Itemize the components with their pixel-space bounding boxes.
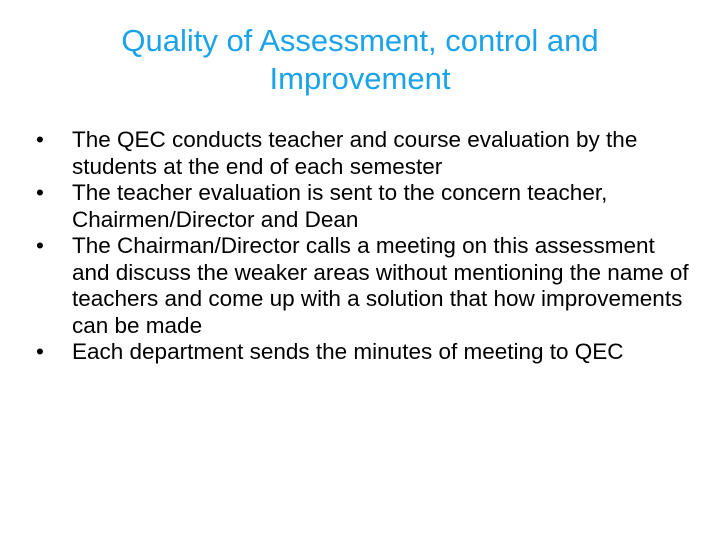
bullet-item-2: [30, 180, 690, 233]
bullet-list: [30, 127, 690, 366]
bullet-item-4: [30, 339, 690, 366]
slide-title-line-2: Improvement: [269, 61, 451, 96]
bullet-dot-icon: •: [36, 339, 44, 364]
bullet-text-4: Each department sends the minutes of meeting to QEC: [72, 339, 624, 364]
bullet-item-3: [30, 233, 690, 339]
bullet-dot-icon: •: [36, 127, 44, 152]
bullet-text-3: The Chairman/Director calls a meeting on this assessment and discuss the weaker areas without mentioning the name of teachers and come up with a solution that how improvements can be made: [72, 233, 689, 338]
slide-title-line-1: Quality of Assessment, control and: [121, 23, 599, 58]
bullet-dot-icon: •: [36, 180, 44, 205]
slide-title: [40, 22, 680, 98]
bullet-item-1: [30, 127, 690, 180]
bullet-dot-icon: •: [36, 233, 44, 258]
bullet-text-1: The QEC conducts teacher and course evaluation by the students at the end of each semester: [72, 127, 638, 179]
bullet-text-2: The teacher evaluation is sent to the concern teacher, Chairmen/Director and Dean: [72, 180, 608, 232]
